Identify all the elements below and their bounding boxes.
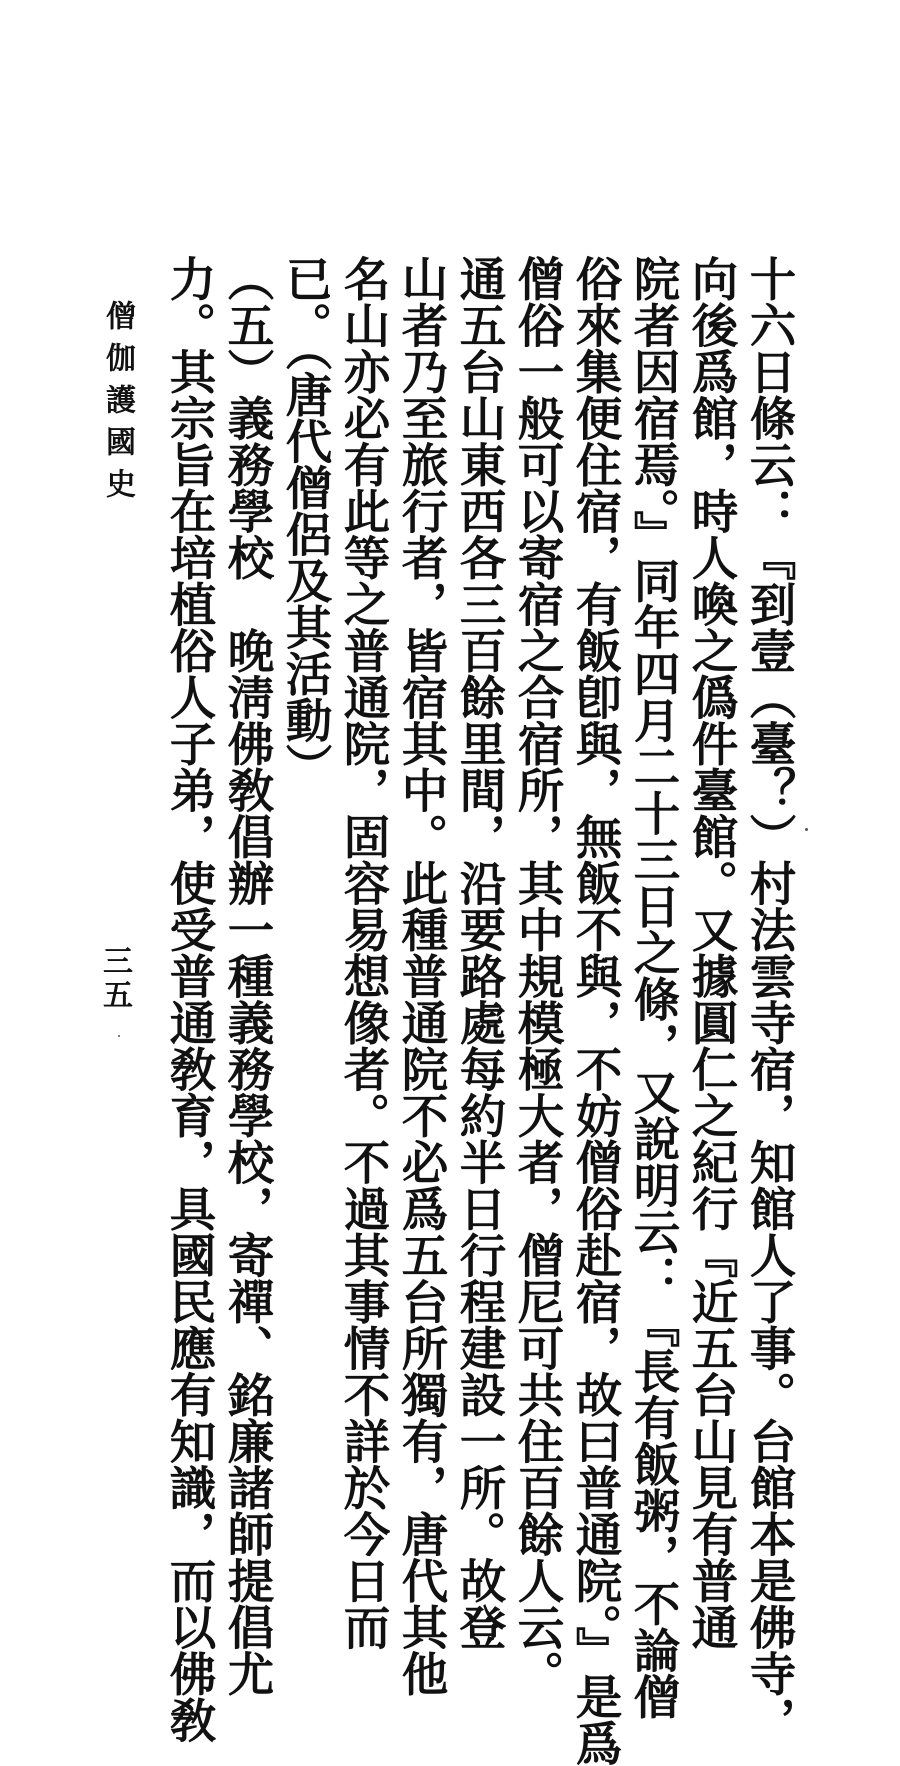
text-column-4: 俗來集便住宿，有飯卽與，無飯不與，不妨僧俗赴宿，故曰普通院。』是爲 bbox=[568, 255, 624, 1766]
text-column-11: 力。其宗旨在培植俗人子弟，使受普通敎育，具國民應有知識，而以佛敎 bbox=[162, 255, 218, 1743]
text-column-8: 名山亦必有此等之普通院，固容易想像者。不過其事情不詳於今日而 bbox=[336, 255, 392, 1650]
text-column-5: 僧俗一般可以寄宿之合宿所，其中規模極大者，僧尼可共住百餘人云。 bbox=[510, 255, 566, 1697]
text-column-6: 通五台山東西各三百餘里間，沿要路處每約半日行程建設一所。故登 bbox=[452, 255, 508, 1650]
text-column-9: 已。（唐代僧侶及其活動） bbox=[278, 255, 334, 790]
text-column-7: 山者乃至旅行者，皆宿其中。此種普通院不必爲五台所獨有，唐代其他 bbox=[394, 255, 450, 1697]
text-column-3: 院者因宿焉。』同年四月二十三日之條，又說明云：『長有飯粥，不論僧 bbox=[626, 255, 682, 1720]
page-number: 三五 bbox=[97, 945, 132, 1013]
text-column-10: （五）義務學校 晚淸佛敎倡辦一種義務學校，寄禪、銘廉諸師提倡尤 bbox=[220, 255, 276, 1697]
print-speck bbox=[805, 828, 808, 831]
text-column-2: 向後爲館，時人喚之僞件臺館。又據圓仁之紀行『近五台山見有普通 bbox=[684, 255, 740, 1650]
print-speck bbox=[118, 1035, 120, 1037]
text-column-1: 十六日條云：『到壹（臺？）村法雲寺宿，知館人了事。台館本是佛寺， bbox=[742, 255, 798, 1743]
running-title: 僧伽護國史 bbox=[100, 300, 135, 510]
